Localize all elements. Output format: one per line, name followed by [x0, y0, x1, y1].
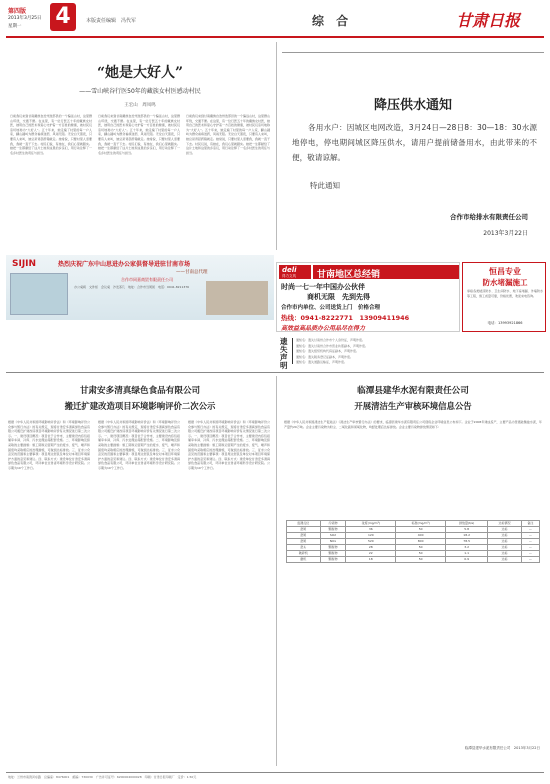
chair-image — [206, 281, 268, 315]
deli-ad — [276, 262, 460, 332]
deli-line4: 高效益高品质办公用品尽在得力 — [281, 325, 366, 332]
deli-hotline: 热线：0941-8222771 13909411946 — [281, 314, 410, 322]
vertical-divider — [276, 376, 277, 766]
vertical-divider — [276, 42, 277, 250]
table-cell: 18 — [346, 557, 396, 563]
notice-body: 各用水户：因城区电网改造，3月24日—28日8：30—18：30水源地停电，停电期间城区降压供水，请用户提前储备用水，由此带来的不便，敬请谅解。 — [292, 123, 537, 162]
table-header: 排放量(t/a) — [446, 521, 488, 527]
table-header: 达标情况 — [488, 521, 522, 527]
eia-notice — [6, 376, 274, 768]
sijin-furniture-ad — [6, 255, 274, 320]
eia-title1: 甘肃安多清真绿色食品有限公司 — [79, 386, 201, 396]
sijin-headline: 热烈庆祝广东中山思进办公家俱督导进驻甘南市场 — [58, 261, 191, 268]
table-cell: 50 — [396, 551, 446, 557]
editor-line: 本版责任编辑 冯代军 — [86, 18, 137, 24]
table-cell: 达标 — [488, 527, 522, 533]
table-cell: 窑尾 — [287, 533, 321, 539]
table-cell: 50 — [396, 545, 446, 551]
notice-closing: 特此通知 — [310, 181, 340, 190]
deli-logo: deli — [282, 266, 297, 274]
table-cell: 5.8 — [446, 527, 488, 533]
deli-line2: 商机无限 先到先得 — [307, 293, 370, 301]
table-cell: — — [521, 557, 539, 563]
table-cell: 达标 — [488, 557, 522, 563]
table-cell: 达标 — [488, 539, 522, 545]
table-cell: 窑尾 — [287, 539, 321, 545]
table-cell: — — [521, 539, 539, 545]
table-cell: — — [521, 545, 539, 551]
cement-notice — [282, 376, 544, 768]
sijin-slogan: 合作市同嘉商贸有限责任公司 — [121, 277, 173, 282]
article-title: “她是大好人” — [96, 65, 184, 81]
eia-title2: 搬迁扩建改造项目环境影响评价二次公示 — [64, 401, 216, 411]
table-header: 污染物 — [320, 521, 346, 527]
section-separator — [6, 372, 544, 373]
article-subtitle: ——雪山峡谷行医50年的藏族女村医感动村民 — [79, 88, 201, 95]
table-cell: 破碎机 — [287, 551, 321, 557]
table-cell: 颗粒物 — [320, 545, 346, 551]
section-name: 综 合 — [312, 14, 353, 28]
table-cell: 0.9 — [446, 557, 488, 563]
table-cell: 3.2 — [446, 545, 488, 551]
water-supply-notice — [282, 44, 544, 256]
cement-body: 根据《中华人民共和国清洁生产促进法》《清洁生产审核暂行办法》的要求，临潭县建华水泥有限责任公司现将企业环境信息公布如下。企业于2008年建成投产，主要产品为普通硅酸盐水泥，年产量约20万吨。企业主要污染物为粉尘、二氧化硫和氮氧化物，均经处理后达标排放。企业主要污染物排放情况如下： — [284, 420, 542, 429]
lost-notice-item: 通知名：遗失甘南州合作市营业执照副本，声明作废。 — [296, 343, 369, 348]
table-cell: 1.1 — [446, 551, 488, 557]
sijin-logo: SIJIN — [12, 259, 37, 269]
page-footer: 地址：兰州市南滨河东路 总编室：8476001 邮编：730030 广告许可证号：6200004000028 印刷：甘肃日报印刷厂 定价：1.50元 — [8, 775, 197, 779]
emissions-table — [286, 520, 540, 563]
table-cell: — — [521, 527, 539, 533]
table-cell: 达标 — [488, 551, 522, 557]
cement-footer: 临潭县建华水泥有限责任公司 2013年3月22日 — [464, 746, 540, 750]
waterproof-body: 承接各类楼顶防水、卫生间防水、地下室堵漏、外墙防水等工程，施工质量可靠，价格优惠，欢迎来电咨询。 — [467, 289, 543, 298]
office-furniture-image — [10, 273, 68, 315]
section-number-badge: 4 — [50, 3, 76, 31]
table-header: 标准(mg/m³) — [396, 521, 446, 527]
table-cell: SO2 — [320, 533, 346, 539]
issue-date: 2013年3月25日 — [8, 16, 42, 21]
sijin-sub: ——甘南总代理 — [176, 270, 208, 275]
table-cell: 520 — [346, 539, 396, 545]
footer-rule — [6, 772, 544, 773]
notice-date: 2013年3月22日 — [483, 230, 528, 237]
sijin-details: 办公桌椅 文件柜 会议桌 沙发茶几 地址：合作市当周街 电话：0941-8211376 — [74, 285, 190, 289]
table-cell: 78.5 — [446, 539, 488, 545]
deli-logo-sub: 得力文具 — [282, 274, 296, 278]
eia-body-col3: 根据《中华人民共和国环境影响评价法》和《环境影响评价公众参与暂行办法》的有关规定，现将甘肃安多清真绿色食品有限公司搬迁扩建改造项目环境影响评价有关情况进行第二次公示。一、建设项目概况：项目位于合作市，主要建设内容包括屠宰车间、冷库、污水处理站等配套设施。二、环境影响及拟采取的主要措施：施工期和运营期产生的废水、废气、噪声和固废均采取相应的治理措施，可做到达标排放。三、征求公众意见的范围和主要事项：项目周边居民及单位对本项目环境保护方面的意见和建议。四、联系方式：建设单位甘肃安多清真绿色食品有限公司，环评单位甘肃省环境科学设计研究院。公示期为10个工作日。 — [188, 420, 270, 470]
table-header: 监测点位 — [287, 521, 321, 527]
table-cell: 18.2 — [446, 533, 488, 539]
table-cell: 400 — [396, 533, 446, 539]
table-cell: 36 — [346, 527, 396, 533]
table-cell: 窑尾 — [287, 527, 321, 533]
lost-notice-item: 通知名：遗失税务登记证副本，声明作废。 — [296, 354, 354, 359]
table-cell: — — [521, 533, 539, 539]
lost-notice-item: 通知名：遗失组织机构代码证副本，声明作废。 — [296, 349, 360, 353]
table-cell: 800 — [396, 539, 446, 545]
notice-top-rule — [282, 52, 544, 53]
notice-signature: 合作市给排水有限责任公司 — [450, 213, 528, 221]
lost-notice-divider — [292, 338, 293, 364]
table-cell: 达标 — [488, 533, 522, 539]
feature-article — [6, 42, 274, 254]
lost-notice-label: 遗失声明 — [280, 337, 288, 370]
deli-title: 甘南地区总经销 — [317, 270, 381, 280]
deli-line3: 合作市内单位、公司送货上门 价格合理 — [281, 305, 381, 311]
table-header: 浓度(mg/m³) — [346, 521, 396, 527]
eia-body-col2: 根据《中华人民共和国环境影响评价法》和《环境影响评价公众参与暂行办法》的有关规定，现将甘肃安多清真绿色食品有限公司搬迁扩建改造项目环境影响评价有关情况进行第二次公示。一、建设项目概况：项目位于合作市，主要建设内容包括屠宰车间、冷库、污水处理站等配套设施。二、环境影响及拟采取的主要措施：施工期和运营期产生的废水、废气、噪声和固废均采取相应的治理措施，可做到达标排放。三、征求公众意见的范围和主要事项：项目周边居民及单位对本项目环境保护方面的意见和建议。四、联系方式：建设单位甘肃安多清真绿色食品有限公司，环评单位甘肃省环境科学设计研究院。公示期为10个工作日。 — [98, 420, 180, 470]
lost-notices — [276, 336, 546, 370]
table-cell: 50 — [396, 557, 446, 563]
article-body-col1: 日前我们来到甘南藏族自治州迭部县的一个偏远山村，这里群山环绕，交通不便。在这里，有一位行医五十年的藏族女村医，她用自己的医术和爱心守护着一方百姓的健康，被村民们亲切地称为“大好人”。五十年来，她走遍了村里的每一户人家，翻山越岭为群众看病送药，风雨无阻。无论白天黑夜，只要有人来叫，她总是背起药箱就走。她常说，只要村里人需要我，我就一直干下去。村民们说，有她在，我们心里就踏实。她把一生都献给了这片土地和这里的乡亲们，用行动诠释了一名乡村医生的责任与担当。 — [10, 114, 92, 155]
table-row — [287, 557, 540, 563]
article-body-col2: 日前我们来到甘南藏族自治州迭部县的一个偏远山村，这里群山环绕，交通不便。在这里，有一位行医五十年的藏族女村医，她用自己的医术和爱心守护着一方百姓的健康，被村民们亲切地称为“大好人”。五十年来，她走遍了村里的每一户人家，翻山越岭为群众看病送药，风雨无阻。无论白天黑夜，只要有人来叫，她总是背起药箱就走。她常说，只要村里人需要我，我就一直干下去。村民们说，有她在，我们心里就踏实。她把一生都献给了这片土地和这里的乡亲们，用行动诠释了一名乡村医生的责任与担当。 — [98, 114, 180, 155]
article-body-col3: 日前我们来到甘南藏族自治州迭部县的一个偏远山村，这里群山环绕，交通不便。在这里，有一位行医五十年的藏族女村医，她用自己的医术和爱心守护着一方百姓的健康，被村民们亲切地称为“大好人”。五十年来，她走遍了村里的每一户人家，翻山越岭为群众看病送药，风雨无阻。无论白天黑夜，只要有人来叫，她总是背起药箱就走。她常说，只要村里人需要我，我就一直干下去。村民们说，有她在，我们心里就踏实。她把一生都献给了这片土地和这里的乡亲们，用行动诠释了一名乡村医生的责任与担当。 — [186, 114, 270, 155]
waterproofing-ad — [462, 262, 546, 332]
table-cell: 达标 — [488, 545, 522, 551]
waterproof-title: 恒昌专业 — [489, 267, 521, 276]
lost-notice-item: 通知名：遗失甘南州合作市个人身份证，声明作废。 — [296, 338, 366, 342]
table-cell: 颗粒物 — [320, 551, 346, 557]
table-cell: 50 — [396, 527, 446, 533]
eia-body-col1: 根据《中华人民共和国环境影响评价法》和《环境影响评价公众参与暂行办法》的有关规定，现将甘肃安多清真绿色食品有限公司搬迁扩建改造项目环境影响评价有关情况进行第二次公示。一、建设项目概况：项目位于合作市，主要建设内容包括屠宰车间、冷库、污水处理站等配套设施。二、环境影响及拟采取的主要措施：施工期和运营期产生的废水、废气、噪声和固废均采取相应的治理措施，可做到达标排放。三、征求公众意见的范围和主要事项：项目周边居民及单位对本项目环境保护方面的意见和建议。四、联系方式：建设单位甘肃安多清真绿色食品有限公司，环评单位甘肃省环境科学设计研究院。公示期为10个工作日。 — [8, 420, 90, 470]
table-header: 备注 — [521, 521, 539, 527]
table-cell: NOx — [320, 539, 346, 545]
lost-notice-item: 通知名：遗失道路运输证，声明作废。 — [296, 360, 348, 364]
waterproof-title2: 防水堵漏施工 — [482, 278, 528, 287]
issue-weekday: 星期一 — [8, 24, 22, 29]
article-byline: 王宏山 周凤鸣 — [124, 103, 156, 108]
table-cell: 窑头 — [287, 545, 321, 551]
cement-title1: 临潭县建华水泥有限责任公司 — [357, 386, 469, 396]
masthead — [0, 0, 550, 40]
table-cell: 28 — [346, 545, 396, 551]
page-number: 第四版 — [8, 8, 27, 15]
newspaper-logo: 甘肃日报 — [456, 11, 521, 30]
header-rule — [6, 36, 544, 38]
table-cell: 磨机 — [287, 557, 321, 563]
table-cell: — — [521, 551, 539, 557]
table-cell: 120 — [346, 533, 396, 539]
table-cell: 颗粒物 — [320, 557, 346, 563]
notice-title: 降压供水通知 — [373, 98, 452, 113]
table-cell: 颗粒物 — [320, 527, 346, 533]
table-cell: 22 — [346, 551, 396, 557]
cement-title2: 开展清洁生产审核环境信息公告 — [354, 401, 472, 411]
deli-line1: 时尚一七一年中国办公伙伴 — [281, 283, 365, 291]
waterproof-phone: 电话：13993921866 — [487, 321, 523, 325]
